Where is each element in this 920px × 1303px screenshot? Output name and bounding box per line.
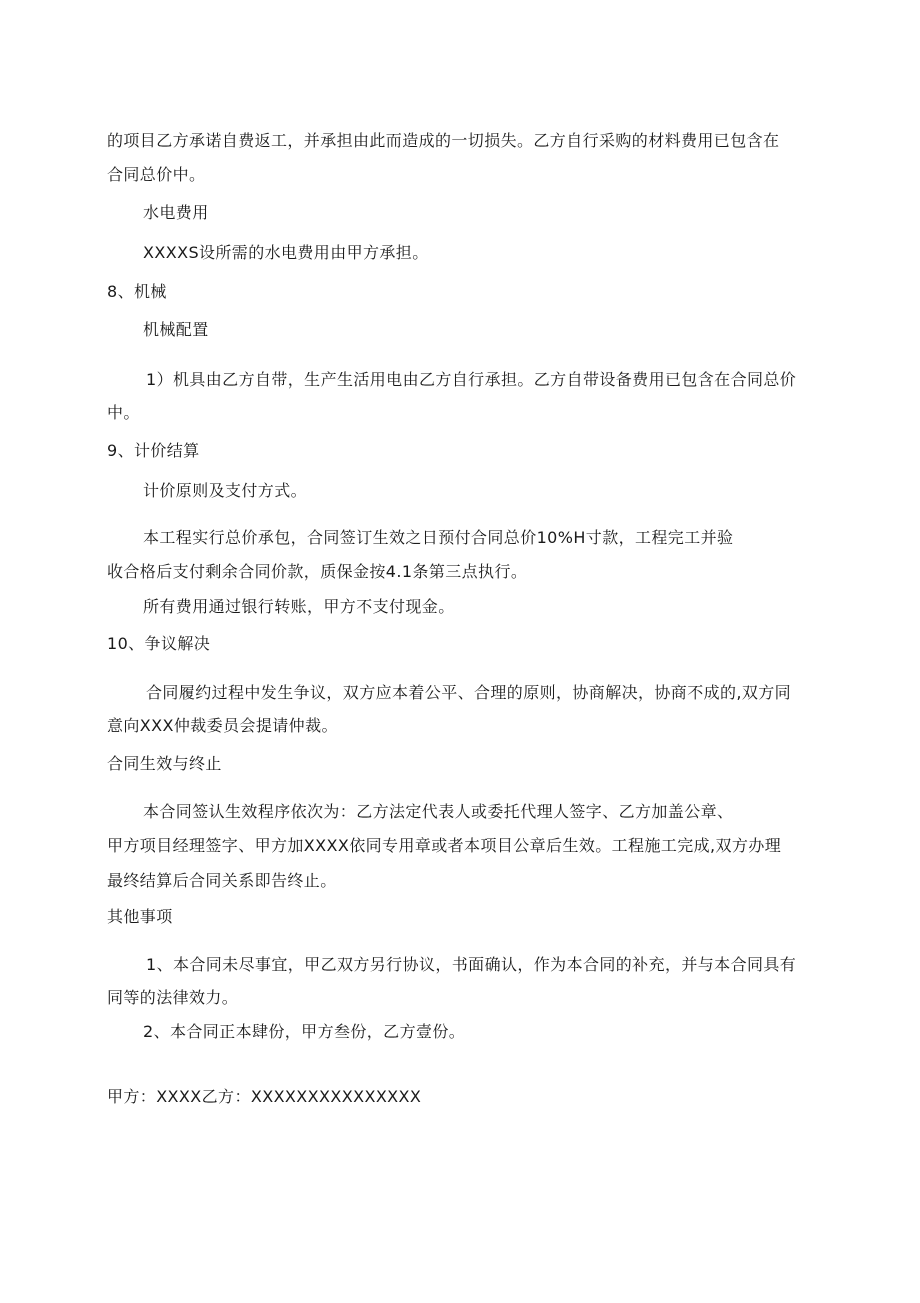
intro-line-1: 的项目乙方承诺自费返工，并承担由此而造成的一切损失。乙方自行采购的材料费用已包含在 xyxy=(107,131,780,150)
dispute-line-2: 意向XXX仲裁委员会提请仲裁。 xyxy=(107,716,338,735)
signature-line: 甲方：XXXX乙方：XXXXXXXXXXXXXXX xyxy=(107,1087,422,1106)
effect-line-3: 最终结算后合同关系即告终止。 xyxy=(107,871,337,890)
other-heading: 其他事项 xyxy=(107,907,173,926)
other-item-2: 2、本合同正本肆份，甲方叁份，乙方壹份。 xyxy=(143,1022,466,1041)
effect-line-2: 甲方项目经理签字、甲方加XXXX依同专用章或者本项目公章后生效。工程施工完成,双方办理 xyxy=(107,836,782,855)
pricing-line-2: 收合格后支付剩余合同价款，质保金按4.1条第三点执行。 xyxy=(107,562,528,581)
other-item-1-line-2: 同等的法律效力。 xyxy=(107,988,239,1007)
machinery-line-2: 中。 xyxy=(107,403,140,422)
pricing-line-1: 本工程实行总价承包，合同签订生效之日预付合同总价10%H寸款，工程完工并验 xyxy=(143,528,734,547)
water-electric-heading: 水电费用 xyxy=(143,203,209,222)
pricing-heading: 9、计价结算 xyxy=(107,441,200,460)
machinery-line-1: 1）机具由乙方自带，生产生活用电由乙方自行承担。乙方自带设备费用已包含在合同总价 xyxy=(146,370,797,389)
intro-line-2: 合同总价中。 xyxy=(107,165,206,184)
effect-line-1: 本合同签认生效程序依次为：乙方法定代表人或委托代理人签字、乙方加盖公章、 xyxy=(143,802,734,821)
water-electric-text: XXXXS设所需的水电费用由甲方承担。 xyxy=(143,243,429,262)
machinery-subheading: 机械配置 xyxy=(143,320,209,339)
dispute-heading: 10、争议解决 xyxy=(107,634,211,653)
pricing-line-3: 所有费用通过银行转账，甲方不支付现金。 xyxy=(143,597,455,616)
pricing-subheading: 计价原则及支付方式。 xyxy=(143,481,308,500)
other-item-1-line-1: 1、本合同未尽事宜，甲乙双方另行协议，书面确认，作为本合同的补充，并与本合同具有 xyxy=(146,955,797,974)
effect-heading: 合同生效与终止 xyxy=(107,754,222,773)
machinery-heading: 8、机械 xyxy=(107,282,167,301)
dispute-line-1: 合同履约过程中发生争议，双方应本着公平、合理的原则，协商解决，协商不成的,双方同 xyxy=(146,683,792,702)
